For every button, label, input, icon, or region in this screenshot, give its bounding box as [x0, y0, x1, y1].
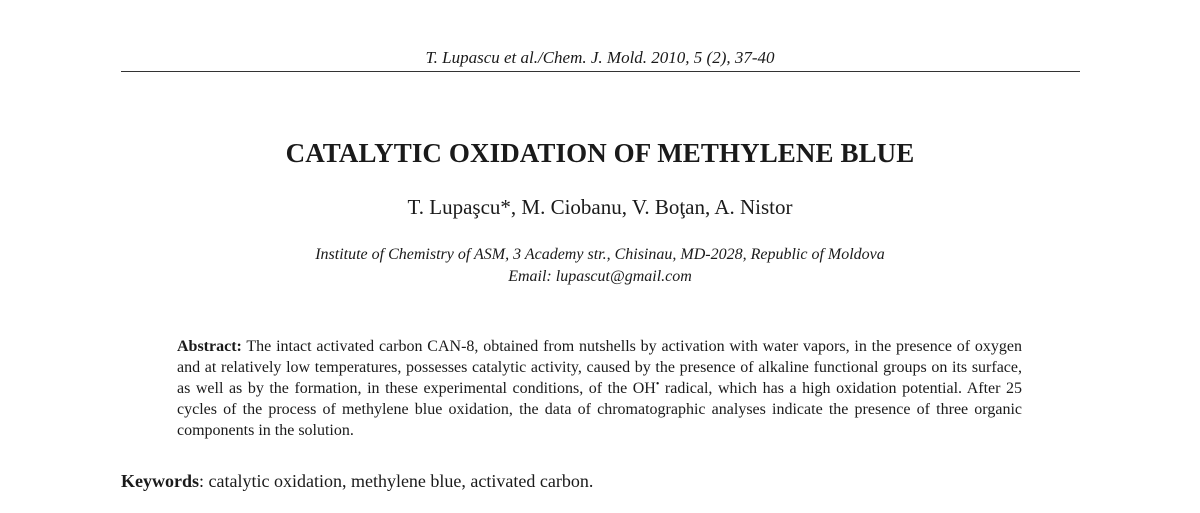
- abstract-label: Abstract:: [177, 338, 242, 355]
- abstract: [177, 336, 1022, 441]
- affiliation: Institute of Chemistry of ASM, 3 Academy str., Chisinau, MD-2028, Republic of Moldova: [315, 246, 885, 263]
- paper-title: CATALYTIC OXIDATION OF METHYLENE BLUE: [285, 138, 915, 168]
- abstract-text-part-1: The intact activated carbon CAN-8, obtained from nutshells by activation with water vapors, in the presence of oxygen and at relatively low temperatures, possesses catalytic activity, caused by the presence of alkaline functional groups on its surface, as well as by the formation, in these experimental conditions, of the OH: [177, 338, 1022, 397]
- header-rule: [121, 71, 1080, 72]
- radical-dot: •: [655, 379, 660, 390]
- author-list: T. Lupaşcu*, M. Ciobanu, V. Boţan, A. Nistor: [407, 195, 793, 219]
- keywords-text: : catalytic oxidation, methylene blue, activated carbon.: [199, 471, 594, 491]
- contact-email: Email: lupascut@gmail.com: [508, 268, 692, 285]
- keywords: [121, 469, 1080, 493]
- keywords-label: Keywords: [121, 471, 199, 491]
- abstract-text-part-2: radical, which has a high oxidation potential. After 25 cycles of the process of methylene blue oxidation, the data of chromatographic analyses indicate the presence of three organic components in the solution.: [177, 380, 1023, 439]
- running-head: T. Lupascu et al./Chem. J. Mold. 2010, 5 (2), 37-40: [425, 48, 775, 67]
